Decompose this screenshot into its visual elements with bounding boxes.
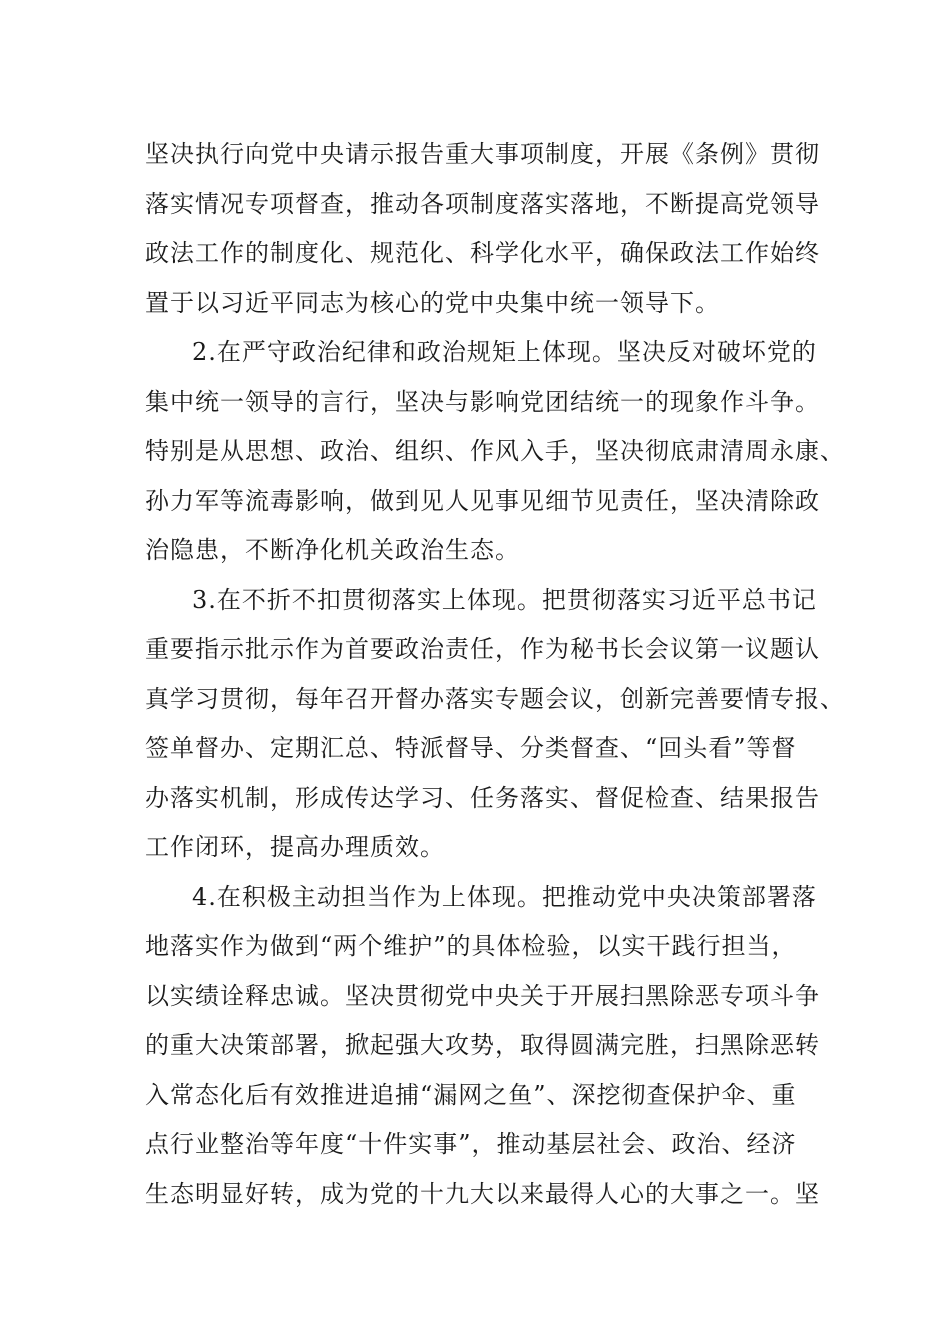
text-line: 办落实机制，形成传达学习、任务落实、督促检查、结果报告: [145, 783, 820, 812]
text-line: 入常态化后有效推进追捕“漏网之鱼”、深挖彻查保护伞、重: [145, 1080, 797, 1109]
text-line: 坚决执行向党中央请示报告重大事项制度，开展《条例》贯彻: [145, 140, 820, 168]
paragraph-first-line: 3.在不折不扣贯彻落实上体现。把贯彻落实习近平总书记: [192, 585, 817, 614]
paragraph-first-line: 2.在严守政治纪律和政治规矩上体现。坚决反对破坏党的: [192, 338, 817, 366]
text-line: 生态明显好转，成为党的十九大以来最得人心的大事之一。坚: [145, 1179, 820, 1208]
paragraph-first-line: 4.在积极主动担当作为上体现。把推动党中央决策部署落: [192, 882, 817, 911]
text-line: 置于以习近平同志为核心的党中央集中统一领导下。: [145, 288, 720, 317]
text-line: 地落实作为做到“两个维护”的具体检验，以实干践行担当，: [145, 932, 797, 960]
text-line: 重要指示批示作为首要政治责任，作为秘书长会议第一议题认: [145, 635, 820, 663]
text-line: 孙力军等流毒影响，做到见人见事见细节见责任，坚决清除政: [145, 486, 820, 515]
text-line: 工作闭环，提高办理质效。: [145, 833, 445, 861]
document-body: [145, 130, 845, 1219]
text-line: 以实绩诠释忠诚。坚决贯彻党中央关于开展扫黑除恶专项斗争: [145, 981, 820, 1010]
text-line: 真学习贯彻，每年召开督办落实专题会议，创新完善要情专报、: [145, 684, 845, 713]
text-line: 政法工作的制度化、规范化、科学化水平，确保政法工作始终: [145, 239, 820, 267]
text-line: 治隐患，不断净化机关政治生态。: [145, 536, 520, 564]
text-line: 的重大决策部署，掀起强大攻势，取得圆满完胜，扫黑除恶转: [145, 1031, 820, 1059]
text-line: 落实情况专项督查，推动各项制度落实落地，不断提高党领导: [145, 189, 820, 218]
text-line: 集中统一领导的言行，坚决与影响党团结统一的现象作斗争。: [145, 387, 820, 416]
text-line: 签单督办、定期汇总、特派督导、分类督查、“回头看”等督: [145, 734, 797, 762]
text-line: 特别是从思想、政治、组织、作风入手，坚决彻底肃清周永康、: [145, 437, 845, 465]
text-line: 点行业整治等年度“十件实事”，推动基层社会、政治、经济: [145, 1130, 797, 1158]
